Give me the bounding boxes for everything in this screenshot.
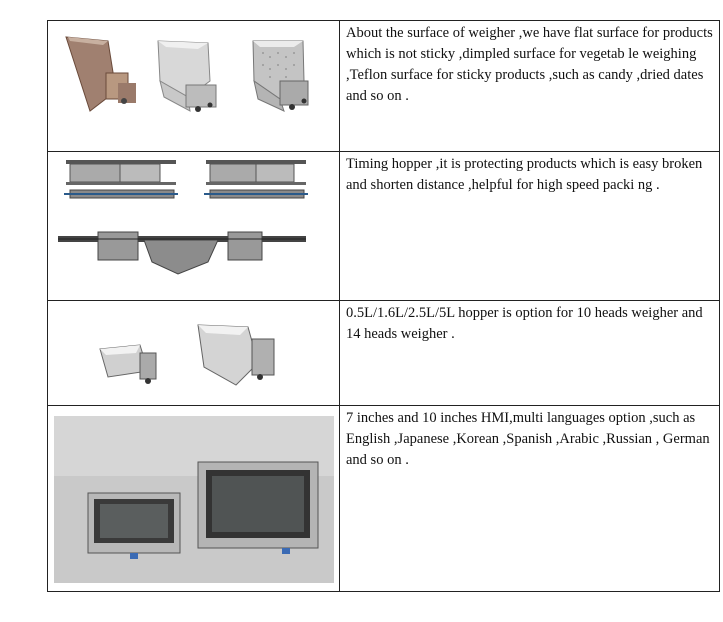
hopper-size-description: 0.5L/1.6L/2.5L/5L hopper is option for 10 heads weigher and 14 heads weigher . xyxy=(346,305,703,342)
product-options-table xyxy=(47,20,720,592)
hmi-description: 7 inches and 10 inches HMI,multi languages option ,such as English ,Japanese ,Korean ,Spanish ,Arabic ,Russian , German and so on . xyxy=(346,410,710,468)
table-row xyxy=(47,20,720,151)
hmi-photo xyxy=(48,406,340,591)
table-row xyxy=(47,300,720,405)
timing-hopper-photos xyxy=(48,152,340,300)
surface-description: About the surface of weigher ,we have flat surface for products which is not sticky ,dimpled surface for vegetab le weighing ,Teflon surface for sticky products ,such as candy ,dried dates and so on . xyxy=(346,25,713,104)
weigher-surface-photos xyxy=(48,21,340,151)
table-row xyxy=(47,151,720,300)
hopper-size-photos xyxy=(48,301,340,405)
table-row xyxy=(47,405,720,592)
timing-hopper-description: Timing hopper ,it is protecting products which is easy broken and shorten distance ,helpful for high speed packi ng . xyxy=(346,156,703,193)
